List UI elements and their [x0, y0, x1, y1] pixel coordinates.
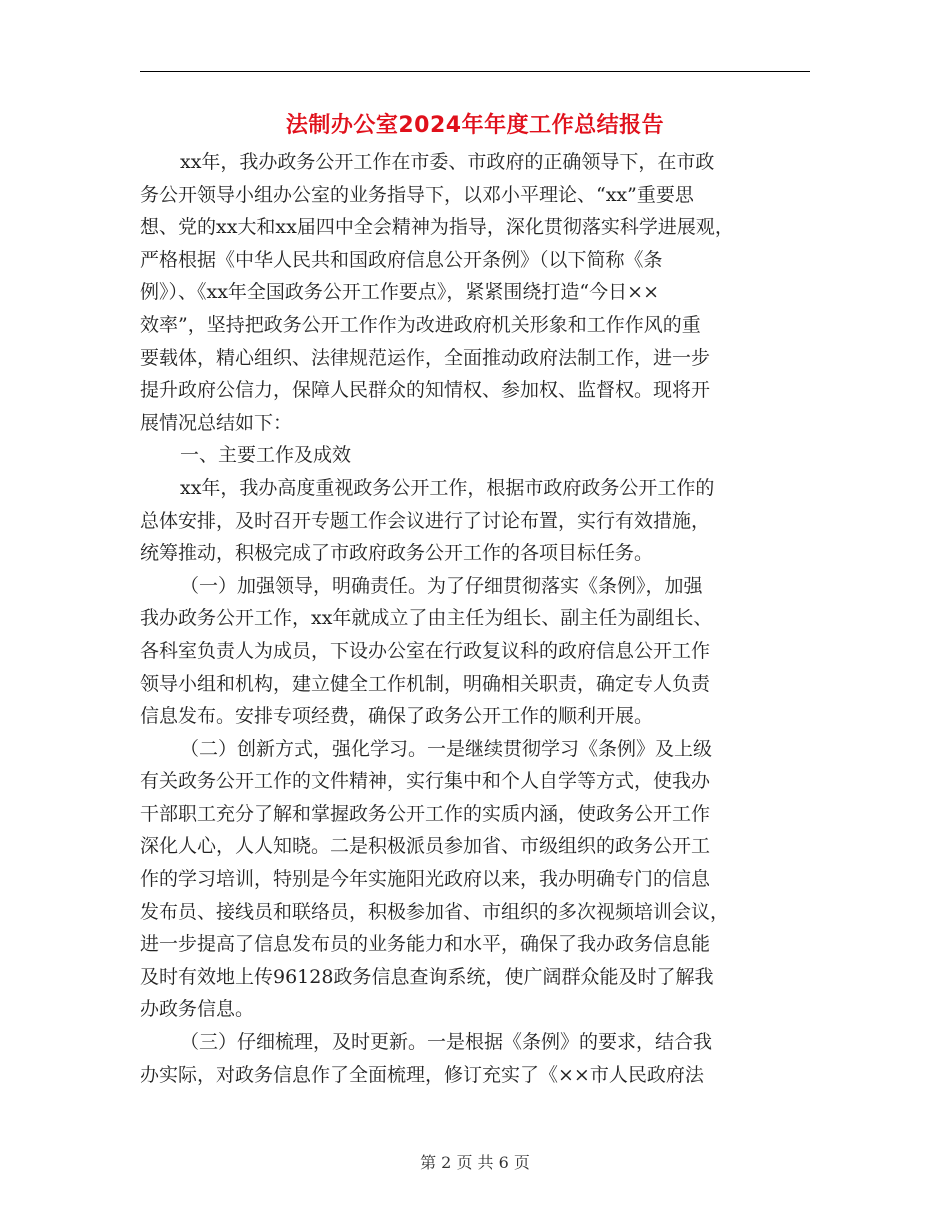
text-line: 领导小组和机构，建立健全工作机制，明确相关职责，确定专人负责: [140, 672, 711, 695]
text-line: 提升政府公信力，保障人民群众的知情权、参加权、监督权。现将开: [140, 379, 711, 402]
text-line: 总体安排，及时召开专题工作会议进行了讨论布置，实行有效措施，: [140, 509, 711, 532]
text-line: 办政务信息。: [140, 998, 255, 1021]
text-line: 我办政务公开工作，xx年就成立了由主任为组长、副主任为副组长、: [140, 607, 713, 630]
text-line: 想、党的xx大和xx届四中全会精神为指导，深化贯彻落实科学进展观，: [140, 216, 734, 239]
text-line: 严格根据《中华人民共和国政府信息公开条例》（以下简称《条: [140, 248, 663, 271]
text-line: 展情况总结如下：: [140, 411, 293, 434]
text-line: 深化人心，人人知晓。二是积极派员参加省、市级组织的政务公开工: [140, 835, 711, 858]
text-line: 信息发布。安排专项经费，确保了政务公开工作的顺利开展。: [140, 705, 654, 728]
text-line: 要载体，精心组织、法律规范运作，全面推动政府法制工作，进一步: [140, 346, 711, 369]
page-footer: 第 2 页 共 6 页: [420, 1153, 530, 1172]
header-rule: [140, 71, 810, 72]
text-line: 干部职工充分了解和掌握政务公开工作的实质内涵，使政务公开工作: [140, 802, 711, 825]
text-line: 及时有效地上传96128政务信息查询系统，使广阔群众能及时了解我: [140, 965, 714, 988]
text-line: （二）创新方式，强化学习。一是继续贯彻学习《条例》及上级: [180, 737, 713, 760]
text-line: 办实际，对政务信息作了全面梳理，修订充实了《××市人民政府法: [140, 1063, 704, 1086]
text-line: 统筹推动，积极完成了市政府政务公开工作的各项目标任务。: [140, 542, 654, 565]
text-line: 作的学习培训，特别是今年实施阳光政府以来，我办明确专门的信息: [140, 868, 711, 891]
text-line: 有关政务公开工作的文件精神，实行集中和个人自学等方式，使我办: [140, 770, 711, 793]
text-line: （三）仔细梳理，及时更新。一是根据《条例》的要求，结合我: [180, 1031, 713, 1054]
text-line: 一、主要工作及成效: [180, 444, 352, 467]
text-line: 例》）、《xx年全国政务公开工作要点》，紧紧围绕打造“今日××: [140, 281, 659, 304]
text-line: xx年，我办政务公开工作在市委、市政府的正确领导下，在市政: [180, 151, 715, 173]
text-line: 进一步提高了信息发布员的业务能力和水平，确保了我办政务信息能: [140, 933, 711, 956]
text-line: xx年，我办高度重视政务公开工作，根据市政府政务公开工作的: [180, 476, 715, 499]
text-line: （一）加强领导，明确责任。为了仔细贯彻落实《条例》，加强: [180, 574, 703, 597]
text-line: 各科室负责人为成员，下设办公室在行政复议科的政府信息公开工作: [140, 639, 711, 662]
text-line: 务公开领导小组办公室的业务指导下，以邓小平理论、“xx”重要思: [140, 183, 694, 206]
text-line: 效率”，坚持把政务公开工作作为改进政府机关形象和工作作风的重: [140, 313, 701, 336]
document-body: [140, 146, 810, 1091]
text-line: 发布员、接线员和联络员，积极参加省、市组织的多次视频培训会议，: [140, 900, 730, 923]
document-title: 法制办公室2024年年度工作总结报告: [285, 113, 665, 138]
